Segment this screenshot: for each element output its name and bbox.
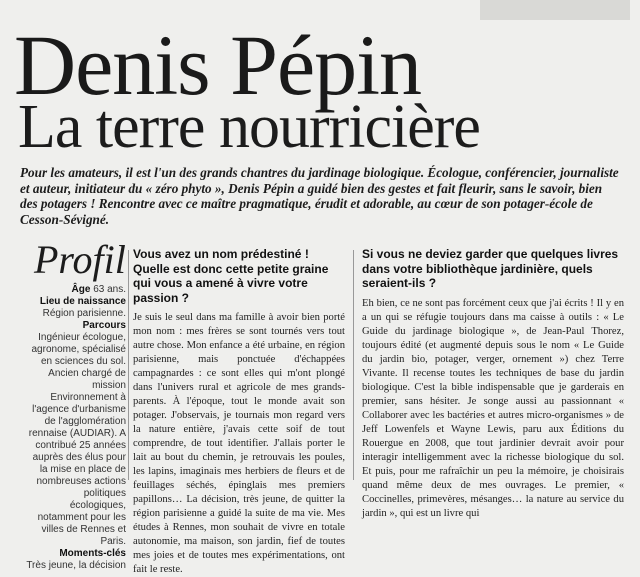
article-intro: Pour les amateurs, il est l'un des grands chantres du jardinage biologique. Écologue, conférencier, journaliste et auteur, initiateur du « zéro phyto », Denis Pépin a guidé bien des gestes et fait fleurir, sans le savoir, bien des potagers ! Rencontre avec ce maître pragmatique, érudit et adorable, au cœur de son potager-école de Cesson-Sévigné. [20, 165, 619, 227]
interview-answer: Je suis le seul dans ma famille à avoir bien porté mon nom : mes frères se sont tournés vers tout autre chose. Mon enfance a été urbaine, en région parisienne, mais ponctuée d'échappées campagnardes : ce sont elles qui m'ont plongé dans l'univers rural et agricole de mes grands-parents. À l'époque, tout le monde avait son potager. J'observais, je tournais mon regard vers la nature entière, j'avais cette soif de tout comprendre, de tout identifier. J'allais porter le lait au bout du chemin, je retrouvais les poules, les lapins, imaginais mes herbiers de fleurs et de feuillages séchés, épinglais mes premiers papillons… La décision, très jeune, de quitter la région parisienne a guidé la suite de ma vie. Mes études à Rennes, mon souhait de vivre en totale autonomie, ma maison, son jardin, fief de toutes mes joies et de toutes mes expérimentations, ont fait le reste. [133, 312, 345, 575]
moments-value: Très jeune, la décision [26, 560, 126, 571]
column-divider [353, 250, 354, 480]
article-subtitle: La terre nourricière [18, 93, 480, 161]
interview-question: Si vous ne deviez garder que quelques livres dans votre bibliothèque jardinière, quels seraient-ils ? [362, 247, 619, 290]
age-label: Âge [71, 284, 91, 295]
section-header-tag [480, 0, 630, 20]
moments-label: Moments-clés [59, 548, 126, 559]
career-value: Ingénieur écologue, agronome, spécialisé en sciences du sol. Ancien chargé de mission Environnement à l'agence d'urbanisme de l'agglomération rennaise (AUDIAR). A contribué 25 années auprès des élus pour la mise en place de nombreuses actions politiques écologiques, notamment pour les villes de Rennes et Paris. [28, 332, 126, 547]
interview-answer: Eh bien, ce ne sont pas forcément ceux que j'ai écrits ! Il y en a un qui se réfugie toujours dans ma caisse à outils : « Le Guide du jardinage biologique », de Jean-Paul Thorez, toujours édité (et augmenté depuis sous le nom « Le Guide du jardin bio, potager, verger, ornement ») chez Terre Vivante. Il recense toutes les techniques de base du jardin biologique. C'est la bible indispensable que je garderais en premier, sans hésiter. Je songe aussi au passionnant « Collaborer avec les bactéries et autres micro-organismes » de Jeff Lowenfels et Wayne Lewis, paru aux Éditions du Rouergue en 2008, que tout jardinier devrait avoir pour interagir intelligemment avec la richesse biologique du sol. Et puis, pour me rafraîchir un peu la mémoire, je choisirais quand même deux de mes ouvrages. Le premier, « Coccinelles, primevères, mésanges… la nature au service du jardin », qui est un livre qui [362, 297, 624, 519]
birthplace-label: Lieu de naissance [39, 296, 126, 307]
column-divider [128, 250, 129, 480]
birthplace-value: Région parisienne. [42, 308, 126, 319]
profile-age [26, 284, 126, 296]
interview-column-1 [133, 247, 345, 577]
profile-details [26, 284, 126, 572]
age-value: 63 ans. [93, 284, 126, 295]
profile-title: Profil [34, 237, 126, 282]
interview-question: Vous avez un nom prédestiné ! Quelle est donc cette petite graine qui vous a amené à vivre votre passion ? [133, 247, 329, 305]
career-label: Parcours [82, 320, 126, 331]
profile-sidebar [26, 237, 126, 572]
article-title: Denis Pépin [14, 17, 422, 113]
interview-column-2 [362, 247, 624, 521]
